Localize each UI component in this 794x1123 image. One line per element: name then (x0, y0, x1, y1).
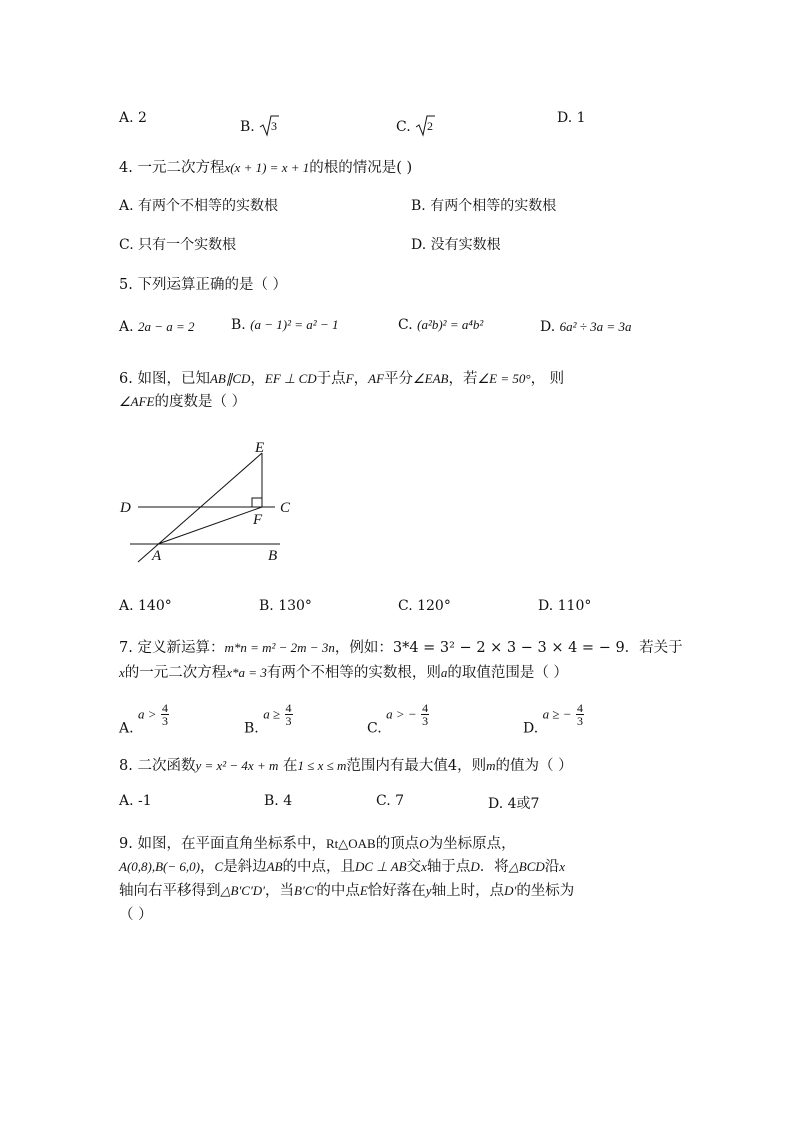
q9-math: y (425, 883, 432, 898)
q6-text: ， 则 (530, 371, 565, 387)
q9-stem-line3 (119, 879, 574, 900)
q7-a-label: A. (119, 720, 134, 737)
q6-text: ，若 (448, 371, 478, 387)
q6-figure (110, 432, 310, 572)
q6-text: 的度数是（ ） (154, 394, 247, 410)
q9-text: 的坐标为 (516, 883, 575, 899)
q9-math: E (359, 883, 368, 898)
q9-math: x (559, 859, 566, 874)
fraction (161, 702, 169, 727)
q5-a-expr: 2a − a = 2 (138, 319, 195, 334)
q5-d-expr: 6a² ÷ 3a = 3a (559, 319, 632, 334)
q6-text: 6. 如图，已知 (119, 371, 210, 387)
q6-math: ∠EAB (413, 371, 449, 386)
q3-option-d: D. 1 (557, 110, 586, 126)
q8-stem (119, 754, 573, 775)
q7-math: x (119, 665, 125, 680)
q7-text: ，例如：3*4 = 3² − 2 × 3 − 3 × 4 = − 9．若关于 (334, 640, 683, 656)
q9-text: ， (199, 859, 215, 875)
q3-option-b-sqrt (259, 113, 279, 137)
q6-math: AF (368, 371, 385, 386)
q9-text: 的顶点 (375, 836, 420, 852)
q3-option-b (240, 113, 279, 137)
q9-math: AB (266, 859, 283, 874)
fraction-numerator: 4 (162, 701, 168, 715)
q9-math: O (419, 836, 429, 851)
q7-text: 有两个不相等的实数根，则 (266, 665, 441, 681)
q9-stem-line2 (119, 855, 565, 876)
q3-option-c-sqrt (415, 113, 435, 137)
q5-option-b (231, 317, 338, 333)
q7-c-expr: a > − (386, 706, 417, 722)
q8-math: 1 ≤ x ≤ m (297, 758, 347, 773)
q6-text: 平分 (384, 371, 414, 387)
q7-text: 的取值范围是（ ） (447, 665, 568, 681)
q4-option-d: D. 没有实数根 (411, 237, 501, 253)
q5-b-label: B. (231, 317, 246, 333)
fraction-denominator: 3 (285, 714, 292, 728)
q6-option-c: C. 120° (398, 598, 451, 614)
fraction (421, 702, 429, 727)
q4-equation: x(x + 1) = x + 1 (224, 160, 310, 175)
line-af (158, 507, 262, 544)
q6-math: ∠E = 50° (477, 371, 531, 386)
fraction (576, 702, 584, 727)
fraction-numerator: 4 (285, 701, 292, 715)
q7-b-label: B. (244, 720, 259, 737)
q7-text: 7. 定义新运算： (119, 640, 225, 656)
q9-math: D (470, 859, 480, 874)
q9-text: 交 (406, 859, 422, 875)
q7-math: a (440, 665, 448, 680)
q9-math: △BCD (508, 859, 545, 874)
q8-math: m (486, 758, 496, 773)
fraction-denominator: 3 (162, 714, 168, 728)
q6-math: ∠AFE (119, 394, 155, 409)
q7-c-label: C. (367, 720, 382, 737)
q4-stem-text: 4. 一元二次方程 (119, 160, 225, 176)
q7-text: 的一元二次方程 (124, 665, 227, 681)
q5-option-c (398, 317, 483, 333)
q3-option-c-label: C. (396, 119, 411, 135)
q9-math: D′ (504, 883, 517, 898)
q9-text: ．将 (479, 859, 509, 875)
label-c: C (280, 500, 291, 516)
q6-math: F (345, 371, 354, 386)
q4-option-a: A. 有两个不相等的实数根 (119, 198, 279, 214)
q3-option-a: A. 2 (119, 110, 147, 126)
q9-math: Rt△OAB (325, 836, 376, 851)
q6-option-b: B. 130° (259, 598, 312, 614)
sqrt-symbol (259, 113, 279, 137)
q6-math: AB∥CD (209, 371, 251, 386)
q7-option-b (244, 702, 293, 737)
fraction-denominator: 3 (577, 714, 584, 728)
q5-b-expr: (a − 1)² = a² − 1 (250, 317, 339, 332)
q7-stem-line1 (119, 636, 683, 657)
q3-b-radicand: 3 (271, 119, 278, 133)
q8-option-d: D. 4或7 (488, 796, 540, 812)
q9-text: 的中点，且 (282, 859, 356, 875)
q5-option-d (540, 319, 631, 335)
q8-text: 范围内有最大值4，则 (346, 758, 487, 774)
q9-text: 轴于点 (426, 859, 471, 875)
label-f: F (253, 512, 263, 528)
q4-option-b: B. 有两个相等的实数根 (411, 198, 557, 214)
q8-option-c: C. 7 (376, 793, 405, 809)
q6-stem-line1 (119, 367, 564, 388)
q9-text: 恰好落在 (367, 883, 426, 899)
q3-option-b-label: B. (240, 119, 255, 135)
q7-math: x*a = 3 (226, 665, 267, 680)
q7-option-c (367, 702, 429, 737)
label-e: E (255, 440, 265, 456)
q7-stem-line2 (119, 661, 568, 682)
fraction-denominator: 3 (422, 714, 429, 728)
q9-math: x (421, 859, 427, 874)
q7-d-expr: a ≥ − (542, 706, 572, 722)
label-a: A (152, 548, 162, 564)
q9-text: 是斜边 (223, 859, 267, 875)
q4-stem (119, 156, 412, 177)
q3-option-c (396, 113, 435, 137)
q7-option-d (523, 702, 584, 737)
sqrt-symbol (415, 113, 435, 137)
q5-a-label: A. (119, 319, 134, 335)
fraction (285, 702, 293, 727)
q7-a-expr: a > (138, 706, 157, 722)
q9-text: 轴上时，点 (431, 883, 505, 899)
q9-text: 轴向右平移得到 (119, 883, 221, 899)
q8-option-b: B. 4 (264, 793, 293, 809)
fraction-numerator: 4 (422, 701, 429, 715)
q4-option-c: C. 只有一个实数根 (119, 237, 237, 253)
label-b: B (268, 548, 278, 564)
q8-text: 在 (278, 758, 298, 774)
q9-math: △B′C′D′ (220, 883, 266, 898)
q8-text: 8. 二次函数 (119, 758, 196, 774)
q9-math: A(0,8),B(− 6,0) (119, 859, 200, 874)
fraction-numerator: 4 (577, 701, 584, 715)
q8-math: y = x² − 4x + m (195, 758, 279, 773)
q5-c-label: C. (398, 317, 413, 333)
q4-stem-text: 的根的情况是( ) (309, 160, 413, 176)
q7-d-label: D. (523, 720, 539, 737)
q5-d-label: D. (540, 319, 556, 335)
q6-math: EF ⊥ CD (264, 371, 317, 386)
q6-text: ， (353, 371, 369, 387)
q6-text: ， (250, 371, 265, 387)
q8-text: 的值为（ ） (495, 758, 573, 774)
q5-stem: 5. 下列运算正确的是（ ） (119, 277, 288, 293)
q8-option-a: A. -1 (119, 793, 152, 809)
q3-c-radicand: 2 (427, 119, 434, 133)
q9-text: 的中点 (316, 883, 360, 899)
q9-stem-line1 (119, 832, 516, 853)
q6-option-a: A. 140° (119, 598, 172, 614)
q9-math: C (214, 859, 224, 874)
q9-answer-bracket: （ ） (119, 907, 153, 923)
q9-text: ，当 (265, 883, 295, 899)
q7-math: m*n = m² − 2m − 3n (224, 640, 335, 655)
q9-math: DC ⊥ AB (355, 859, 407, 874)
q6-text: 于点 (316, 371, 346, 387)
q7-b-expr: a ≥ (263, 706, 281, 722)
q6-option-d: D. 110° (538, 598, 592, 614)
q5-option-a (119, 319, 195, 335)
q9-text: 为坐标原点， (428, 836, 516, 852)
q6-stem-line2 (119, 390, 246, 411)
q9-text: 沿 (544, 859, 560, 875)
q9-text: 9. 如图，在平面直角坐标系中， (119, 836, 326, 852)
q5-c-expr: (a²b)² = a⁴b² (417, 317, 484, 332)
right-angle-mark (252, 498, 262, 507)
label-d: D (120, 500, 131, 516)
q9-math: B′C′ (294, 883, 317, 898)
q7-option-a (119, 702, 169, 737)
